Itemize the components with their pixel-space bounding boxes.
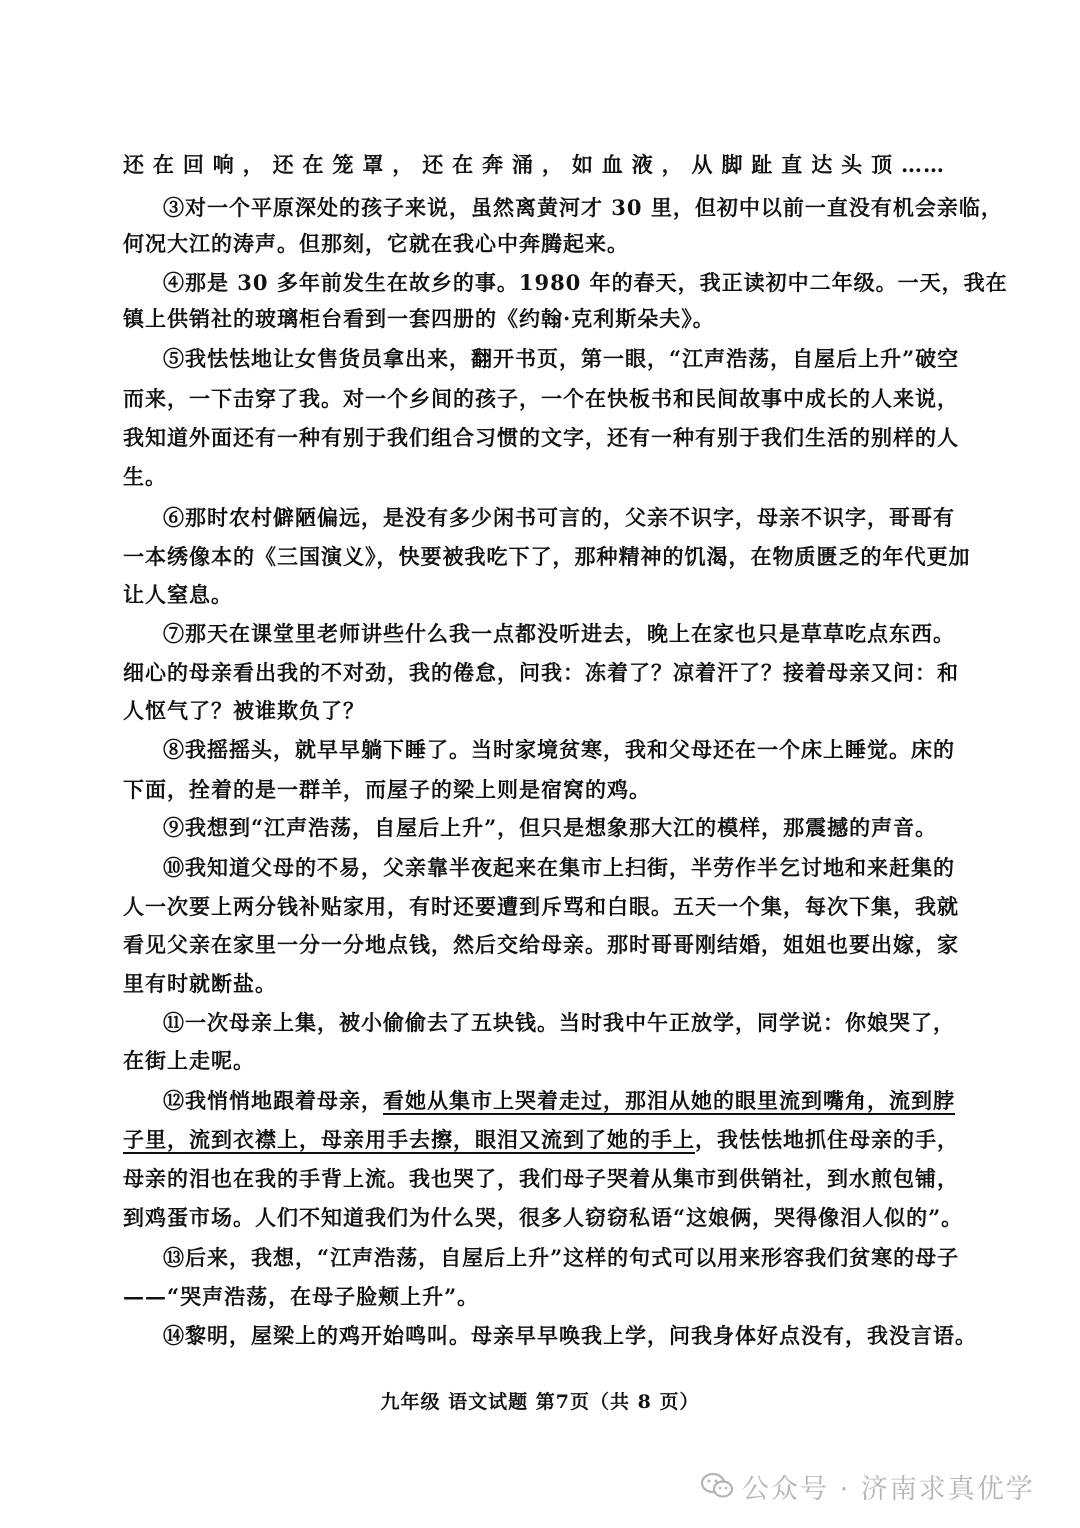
text-line: 细心的母亲看出我的不对劲，我的倦怠，问我：冻着了？凉着汗了？接着母亲又问：和 [123,660,959,685]
watermark-text: 公众号 · 济南求真优学 [742,1473,1035,1505]
text-line: ⑦那天在课堂里老师讲些什么我一点都没听进去，晚上在家也只是草草吃点东西。 [163,621,955,646]
text-segment: ⑫我悄悄地跟着母亲， [163,1088,383,1113]
text-line: 到鸡蛋市场。人们不知道我们为什么哭，很多人窃窃私语“这娘俩，哭得像泪人似的”。 [123,1205,964,1230]
text-line: ⑧我摇摇头，就早早躺下睡了。当时家境贫寒，我和父母还在一个床上睡觉。床的 [163,737,955,762]
text-line: 母亲的泪也在我的手背上流。我也哭了，我们母子哭着从集市到供销社，到水煎包铺， [123,1166,959,1191]
text-line [123,1125,959,1155]
text-line: ③对一个平原深处的孩子来说，虽然离黄河才 30 里，但初中以前一直没有机会亲临， [163,195,1003,220]
text-line: 何况大江的涛声。但那刻，它就在我心中奔腾起来。 [123,231,629,256]
text-line: 看见父亲在家里一分一分地点钱，然后交给母亲。那时哥哥刚结婚，姐姐也要出嫁，家 [123,932,959,957]
text-line: ⑤我怯怯地让女售货员拿出来，翻开书页，第一眼，“江声浩荡，自屋后上升”破空 [163,346,960,371]
wechat-logo-icon [700,1471,734,1501]
text-line [163,1086,955,1116]
watermark [700,1466,1060,1506]
text-line: 生。 [123,464,167,489]
text-line: 人一次要上两分钱补贴家用，有时还要遭到斥骂和白眼。五天一个集，每次下集，我就 [123,894,959,919]
text-line: 我知道外面还有一种有别于我们组合习惯的文字，还有一种有别于我们生活的别样的人 [123,425,959,450]
text-line: ④那是 30 多年前发生在故乡的事。1980 年的春天，我正读初中二年级。一天，我在 [163,270,1008,295]
text-line: ⑨我想到“江声浩荡，自屋后上升”，但只是想象那大江的模样，那震撼的声音。 [163,815,938,840]
text-line: 还在回响，还在笼罩，还在奔涌，如血液，从脚趾直达头顶…… [123,152,945,177]
text-line: 一本绣像本的《三国演义》，快要被我吃下了，那种精神的饥渴，在物质匮乏的年代更加 [123,544,971,569]
underlined-sentence: 子里，流到衣襟上，母亲用手去擦，眼泪又流到了她的手上 [123,1127,695,1152]
text-line: 里有时就断盐。 [123,971,277,996]
text-line: 在街上走呢。 [123,1048,255,1073]
text-line: ⑪一次母亲上集，被小偷偷去了五块钱。当时我中午正放学，同学说：你娘哭了， [163,1010,955,1035]
text-segment: ，我怯怯地抓住母亲的手， [695,1127,959,1152]
text-line: ——“哭声浩荡，在母子脸颊上升”。 [123,1284,480,1309]
page-footer: 九年级 语文试题 第7页（共 8 页） [380,1391,700,1413]
text-line: ⑥那时农村僻陋偏远，是没有多少闲书可言的，父亲不识字，母亲不识字，哥哥有 [163,505,955,530]
text-line: 人怄气了？被谁欺负了？ [123,698,365,723]
underlined-sentence: 看她从集市上哭着走过，那泪从她的眼里流到嘴角，流到脖 [383,1088,955,1113]
text-line: ⑭黎明，屋梁上的鸡开始鸣叫。母亲早早唤我上学，问我身体好点没有，我没言语。 [163,1323,977,1348]
text-line: 让人窒息。 [123,582,233,607]
text-line: ⑩我知道父母的不易，父亲靠半夜起来在集市上扫街，半劳作半乞讨地和来赶集的 [163,855,955,880]
text-line: 下面，拴着的是一群羊，而屋子的梁上则是宿窝的鸡。 [123,777,651,802]
text-line: 镇上供销社的玻璃柜台看到一套四册的《约翰·克利斯朵夫》。 [123,306,715,331]
text-line: 而来，一下击穿了我。对一个乡间的孩子，一个在快板书和民间故事中成长的人来说， [123,386,959,411]
text-line: ⑬后来，我想，“江声浩荡，自屋后上升”这样的句式可以用来形容我们贫寒的母子 [163,1245,960,1270]
